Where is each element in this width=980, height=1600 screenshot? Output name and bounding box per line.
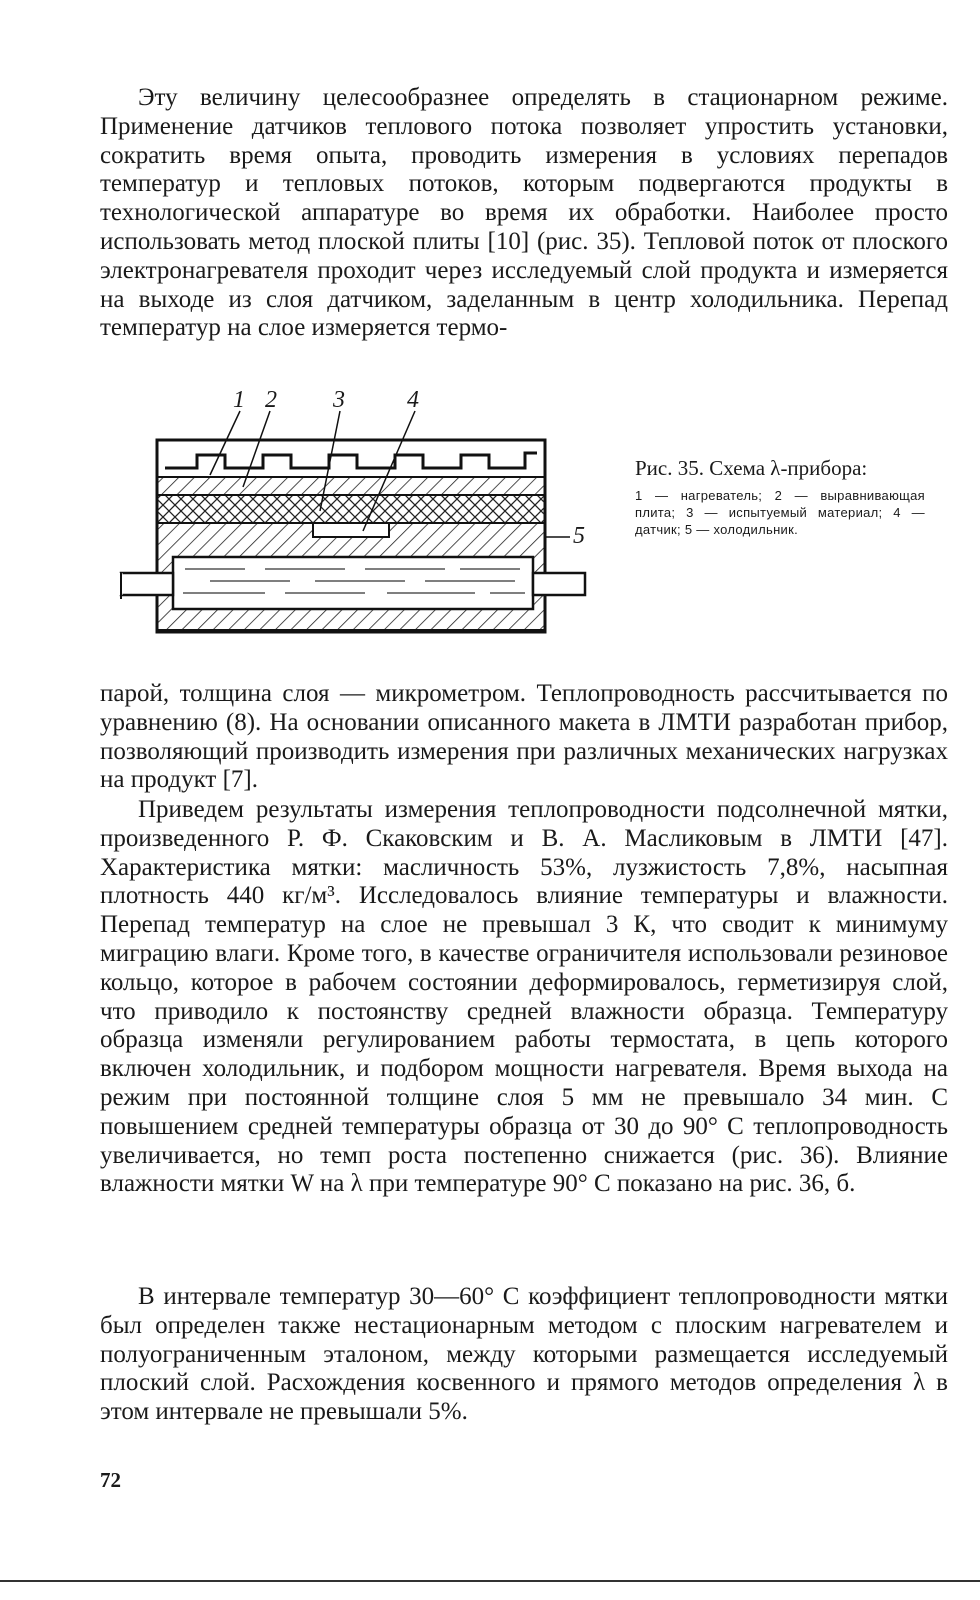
page-number: 72 bbox=[100, 1468, 121, 1492]
sensor bbox=[313, 523, 389, 537]
figure-caption bbox=[635, 455, 925, 538]
scan-bottom-edge bbox=[0, 1580, 980, 1582]
paragraph-2: парой, толщина слоя — микрометром. Теплопроводность рассчитывается по уравнению (8). На основании описанного макета в ЛМТИ разработан прибор, позволяющий производить измерения при различных механических нагрузках на продукт [7]. bbox=[100, 680, 948, 794]
figure-label-4: 4 bbox=[407, 387, 419, 413]
inlet-pipe bbox=[121, 573, 173, 595]
figure-label-3: 3 bbox=[333, 387, 345, 413]
cooler-channel bbox=[173, 557, 533, 609]
caption-legend: 1 — нагреватель; 2 — выравнивающая плита; 3 — испытуемый материал; 4 — датчик; 5 — холодильник. bbox=[635, 488, 925, 537]
figure-35-diagram bbox=[115, 385, 605, 640]
figure-label-5: 5 bbox=[573, 523, 585, 549]
paragraph-4: В интервале температур 30—60° С коэффициент теплопроводности мятки был определен также нестационарным методом с плоским нагревателем и полуограниченным эталоном, между которыми размещается исследуемый плоский слой. Расхождения косвенного и прямого методов определения λ в этом интервале не превышали 5%. bbox=[100, 1283, 948, 1426]
caption-title: Рис. 35. Схема λ-прибора: bbox=[635, 456, 868, 480]
paragraph-1: Эту величину целесообразнее определять в стационарном режиме. Применение датчиков теплового потока позволяет упростить установки, сократить время опыта, проводить измерения в условиях перепадов температур и тепловых потоков, которым подвергаются продукты в технологической аппаратуре во время их обработки. Наиболее просто использовать метод плоской плиты [10] (рис. 35). Тепловой поток от плоского электронагревателя проходит через исследуемый слой продукта и измеряется на выходе из слоя датчиком, заделанным в центр холодильника. Перепад температур на слое измеряется термо- bbox=[100, 84, 948, 342]
heater-element bbox=[165, 453, 537, 468]
figure-label-1: 1 bbox=[233, 387, 245, 413]
leveling-plate bbox=[157, 477, 545, 495]
tested-material bbox=[157, 495, 545, 523]
figure-label-2: 2 bbox=[265, 387, 277, 413]
paragraph-3: Приведем результаты измерения теплопроводности подсолнечной мятки, произведенного Р. Ф. Скаковским и В. А. Масликовым в ЛМТИ [47]. Характеристика мятки: масличность 53%, лузжистость 7,8%, насыпная плотность 440 кг/м³. Исследовалось влияние температуры и влажности. Перепад температур на слое не превышал 3 К, что сводит к минимуму миграцию влаги. Кроме того, в качестве ограничителя использовали резиновое кольцо, которое в рабочем состоянии деформировалось, герметизируя слой, что приводило к постоянству средней влажности образца. Температуру образца изменяли регулированием работы термостата, в цепь которого включен холодильник, и подбором мощности нагревателя. Время выхода на режим при постоянной толщине слоя 5 мм не превышало 34 мин. С повышением средней температуры образца от 30 до 90° С теплопроводность увеличивается, но темп роста постепенно снижается (рис. 36). Влияние влажности мятки W на λ при температуре 90° С показано на рис. 36, б. bbox=[100, 796, 948, 1198]
outlet-pipe bbox=[533, 573, 585, 595]
